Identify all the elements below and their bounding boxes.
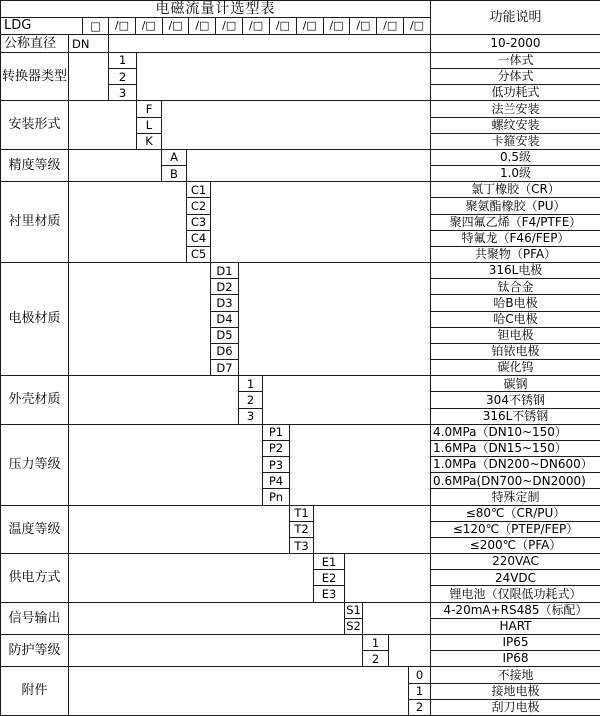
model-prefix-cell: LDG bbox=[1, 18, 83, 35]
option-code-cell: S2 bbox=[346, 619, 361, 634]
code-slot: /□ bbox=[243, 18, 270, 34]
option-desc-cell: 聚氨酯橡胶（PU） bbox=[431, 198, 600, 214]
option-desc-cell: 1.0MPa（DN200~DN600） bbox=[431, 457, 600, 473]
label-electrode-material: 电极材质 bbox=[1, 263, 69, 376]
option-code-cell: C2 bbox=[187, 198, 211, 214]
option-desc-cell: 特殊定制 bbox=[431, 489, 600, 505]
option-code-cell: 1 bbox=[239, 376, 263, 392]
label-install-type: 安装形式 bbox=[1, 101, 69, 150]
empty-cell bbox=[363, 602, 431, 634]
option-desc-cell: ≤120℃（PTEP/FEP） bbox=[431, 521, 600, 537]
option-desc-cell: ≤80℃（CR/PU） bbox=[431, 505, 600, 521]
model-first-slot: □ bbox=[83, 18, 109, 35]
option-code-cell: Pn bbox=[263, 489, 290, 505]
option-desc-cell: 1.0级 bbox=[431, 166, 600, 182]
option-desc-cell: 氯丁橡胶（CR） bbox=[431, 182, 600, 198]
empty-cell bbox=[239, 263, 431, 376]
option-code-cell: F bbox=[137, 101, 162, 117]
option-desc-cell: 螺纹安装 bbox=[431, 117, 600, 133]
empty-cell bbox=[263, 376, 431, 425]
empty-cell bbox=[162, 101, 431, 150]
option-code-cell: K bbox=[137, 133, 162, 149]
option-code-cell: P3 bbox=[263, 457, 290, 473]
option-code-cell: C1 bbox=[187, 182, 211, 198]
empty-cell bbox=[69, 182, 187, 263]
option-code-cell: 3 bbox=[109, 85, 137, 101]
option-code-cell: 1 bbox=[409, 683, 431, 699]
label-signal-output: 信号输出 bbox=[1, 602, 69, 634]
option-desc-cell: 卡箍安装 bbox=[431, 133, 600, 149]
option-desc-cell: 316L不锈钢 bbox=[431, 408, 600, 424]
function-column-header: 功能说明 bbox=[431, 1, 600, 35]
code-slot: /□ bbox=[324, 18, 351, 34]
option-desc-cell: 4-20mA+RS485（标配） bbox=[431, 602, 600, 618]
option-desc-cell: 碳化钨 bbox=[431, 360, 600, 376]
option-desc-cell: 特氟龙（F46/FEP） bbox=[431, 230, 600, 246]
code-slot: /□ bbox=[109, 18, 136, 34]
code-slot: /□ bbox=[189, 18, 216, 34]
option-code-cell: C5 bbox=[187, 246, 211, 262]
option-code-cell: S1 bbox=[346, 603, 361, 618]
option-code-cell: E3 bbox=[314, 586, 345, 602]
empty-cell bbox=[69, 667, 409, 716]
option-desc-cell: 钽电极 bbox=[431, 327, 600, 343]
option-code-cell: 0 bbox=[409, 667, 431, 683]
empty-cell bbox=[187, 149, 431, 181]
option-desc-cell: 220VAC bbox=[431, 554, 600, 570]
label-lining-material: 衬里材质 bbox=[1, 182, 69, 263]
option-desc-cell: 哈B电极 bbox=[431, 295, 600, 311]
code-slot: /□ bbox=[216, 18, 243, 34]
option-code-cell: 2 bbox=[239, 392, 263, 408]
option-code-cell: 1 bbox=[109, 52, 137, 68]
code-slot: /□ bbox=[297, 18, 324, 34]
empty-cell bbox=[345, 554, 431, 603]
option-code-cell: E2 bbox=[314, 570, 345, 586]
option-code-cell: 2 bbox=[409, 699, 431, 715]
option-desc-cell: 哈C电极 bbox=[431, 311, 600, 327]
option-code-cell: 2 bbox=[109, 68, 137, 84]
label-power-supply: 供电方式 bbox=[1, 554, 69, 603]
option-desc-cell: 接地电极 bbox=[431, 683, 600, 699]
option-desc-cell: 一体式 bbox=[431, 52, 600, 68]
empty-cell bbox=[69, 635, 363, 667]
empty-cell bbox=[69, 376, 239, 425]
option-code-cell: C4 bbox=[187, 230, 211, 246]
empty-cell bbox=[69, 263, 211, 376]
empty-cell bbox=[290, 424, 431, 505]
option-code-cell: D2 bbox=[211, 279, 239, 295]
label-pressure-class: 压力等级 bbox=[1, 424, 69, 505]
code-slot: /□ bbox=[377, 18, 404, 34]
option-desc-cell: 1.6MPa（DN15~150） bbox=[431, 440, 600, 456]
option-code-cell: T3 bbox=[290, 537, 314, 553]
option-desc-cell: 聚四氟乙烯（F4/PTFE） bbox=[431, 214, 600, 230]
option-code-cell: 1 bbox=[363, 635, 389, 651]
empty-cell bbox=[69, 101, 137, 150]
option-code-cell: D1 bbox=[211, 263, 239, 279]
option-desc-cell: 钛合金 bbox=[431, 279, 600, 295]
empty-cell bbox=[389, 635, 431, 667]
label-temperature-class: 温度等级 bbox=[1, 505, 69, 554]
option-desc-cell: 24VDC bbox=[431, 570, 600, 586]
label-accuracy-class: 精度等级 bbox=[1, 149, 69, 181]
option-desc-cell: 共聚物（PFA） bbox=[431, 246, 600, 262]
empty-cell bbox=[69, 52, 109, 101]
option-code-cell: A bbox=[162, 149, 187, 165]
option-desc-cell: 分体式 bbox=[431, 68, 600, 84]
option-desc-cell: 316L电极 bbox=[431, 263, 600, 279]
empty-cell bbox=[69, 554, 314, 603]
option-code-cell: 2 bbox=[363, 651, 389, 667]
empty-cell bbox=[69, 424, 263, 505]
model-slots-row bbox=[109, 18, 431, 35]
diameter-code-cell: DN bbox=[69, 35, 109, 52]
option-desc-cell: 法兰安装 bbox=[431, 101, 600, 117]
option-code-cell: B bbox=[162, 166, 187, 182]
code-slot: /□ bbox=[270, 18, 297, 34]
empty-cell bbox=[109, 35, 431, 52]
option-desc-cell: IP65 bbox=[431, 635, 600, 651]
option-desc-cell: 0.5级 bbox=[431, 149, 600, 165]
option-desc-cell: 0.6MPa(DN700~DN2000) bbox=[431, 473, 600, 489]
label-housing-material: 外壳材质 bbox=[1, 376, 69, 425]
option-desc-cell: 4.0MPa（DN10~150） bbox=[431, 424, 600, 440]
option-desc-cell: 碳钢 bbox=[431, 376, 600, 392]
option-code-cell: E1 bbox=[314, 554, 345, 570]
label-protection-class: 防护等级 bbox=[1, 635, 69, 667]
empty-cell bbox=[69, 149, 162, 181]
label-accessories: 附件 bbox=[1, 667, 69, 716]
option-code-cell: T1 bbox=[290, 505, 314, 521]
option-code-cell: D4 bbox=[211, 311, 239, 327]
option-code-cell: D7 bbox=[211, 360, 239, 376]
empty-cell bbox=[69, 505, 290, 554]
empty-cell bbox=[211, 182, 431, 263]
option-code-cell: P2 bbox=[263, 440, 290, 456]
option-desc-cell: ≤200℃（PFA） bbox=[431, 537, 600, 553]
table-title: 电磁流量计选型表 bbox=[1, 1, 431, 18]
code-slot-strip bbox=[109, 18, 430, 34]
option-code-cell: D6 bbox=[211, 343, 239, 359]
option-code-cell: D5 bbox=[211, 327, 239, 343]
code-slot: /□ bbox=[136, 18, 163, 34]
option-code-cell: C3 bbox=[187, 214, 211, 230]
option-desc-cell: 不接地 bbox=[431, 667, 600, 683]
label-converter-type: 转换器类型 bbox=[1, 52, 69, 101]
option-desc-cell: 304不锈钢 bbox=[431, 392, 600, 408]
option-desc-cell: HART bbox=[431, 618, 600, 634]
empty-cell bbox=[314, 505, 431, 554]
label-nominal-diameter: 公称直径 bbox=[1, 35, 69, 52]
option-desc-cell: 锂电池（仅限低功耗式） bbox=[431, 586, 600, 602]
option-code-cell: L bbox=[137, 117, 162, 133]
option-code-cell: P1 bbox=[263, 424, 290, 440]
code-slot: /□ bbox=[163, 18, 190, 34]
empty-cell bbox=[137, 52, 431, 101]
option-code-cell: P4 bbox=[263, 473, 290, 489]
option-code-cell: D3 bbox=[211, 295, 239, 311]
option-code-cell: T2 bbox=[290, 521, 314, 537]
option-desc-cell: 刮刀电极 bbox=[431, 699, 600, 715]
option-desc-cell: 铂铱电极 bbox=[431, 343, 600, 359]
option-desc-cell: 低功耗式 bbox=[431, 85, 600, 101]
diameter-range-cell: 10-2000 bbox=[431, 35, 600, 52]
code-slot: /□ bbox=[350, 18, 377, 34]
option-desc-cell: IP68 bbox=[431, 651, 600, 667]
code-slot: /□ bbox=[409, 19, 425, 33]
option-code-cell: 3 bbox=[239, 408, 263, 424]
empty-cell bbox=[69, 602, 345, 634]
